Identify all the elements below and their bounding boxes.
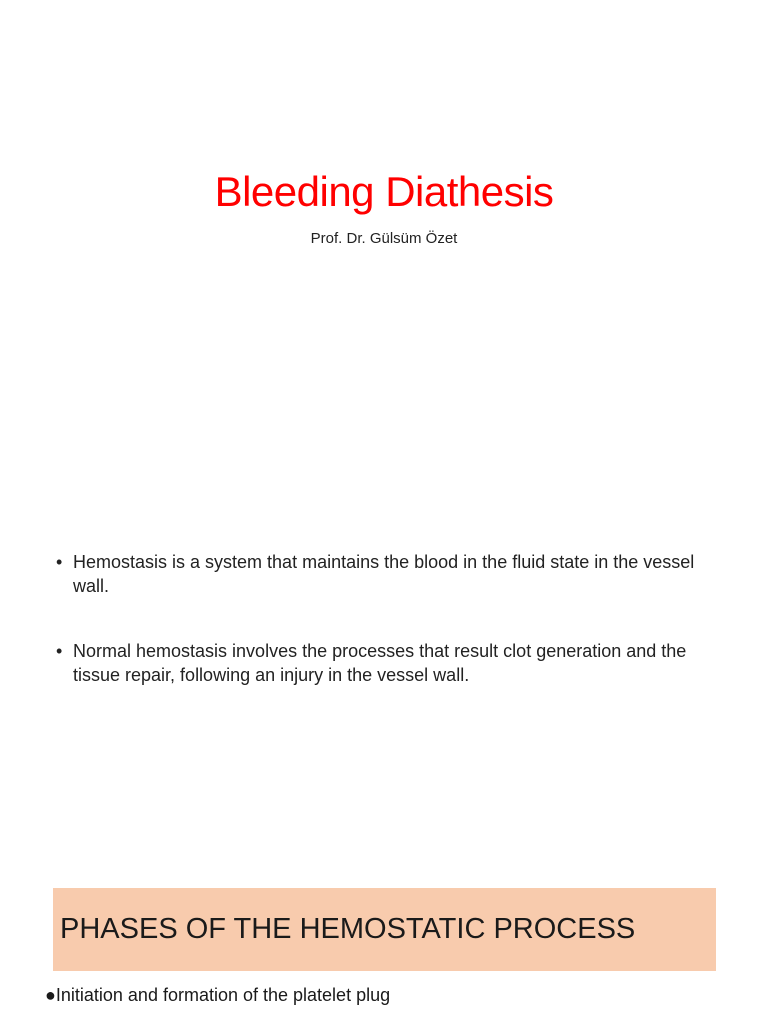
bullet-list xyxy=(56,550,716,728)
phase-list-item xyxy=(45,983,390,1007)
bullet-text: Normal hemostasis involves the processes that result clot generation and the tissue repair, following an injury in the vessel wall. xyxy=(73,641,687,685)
bullet-marker: • xyxy=(56,552,63,572)
bullet-marker: • xyxy=(56,641,63,661)
slide-title: Bleeding Diathesis xyxy=(214,168,554,215)
phase-bullet-marker: ● xyxy=(45,985,56,1005)
bullet-item xyxy=(56,639,716,687)
phases-banner xyxy=(53,888,716,971)
phase-item-text: Initiation and formation of the platelet plug xyxy=(55,985,391,1005)
bullet-text: Hemostasis is a system that maintains the blood in the fluid state in the vessel wall. xyxy=(73,552,695,596)
bullet-item xyxy=(56,550,716,598)
author-subtitle: Prof. Dr. Gülsüm Özet xyxy=(310,230,458,247)
phases-heading: PHASES OF THE HEMOSTATIC PROCESS xyxy=(60,913,636,945)
